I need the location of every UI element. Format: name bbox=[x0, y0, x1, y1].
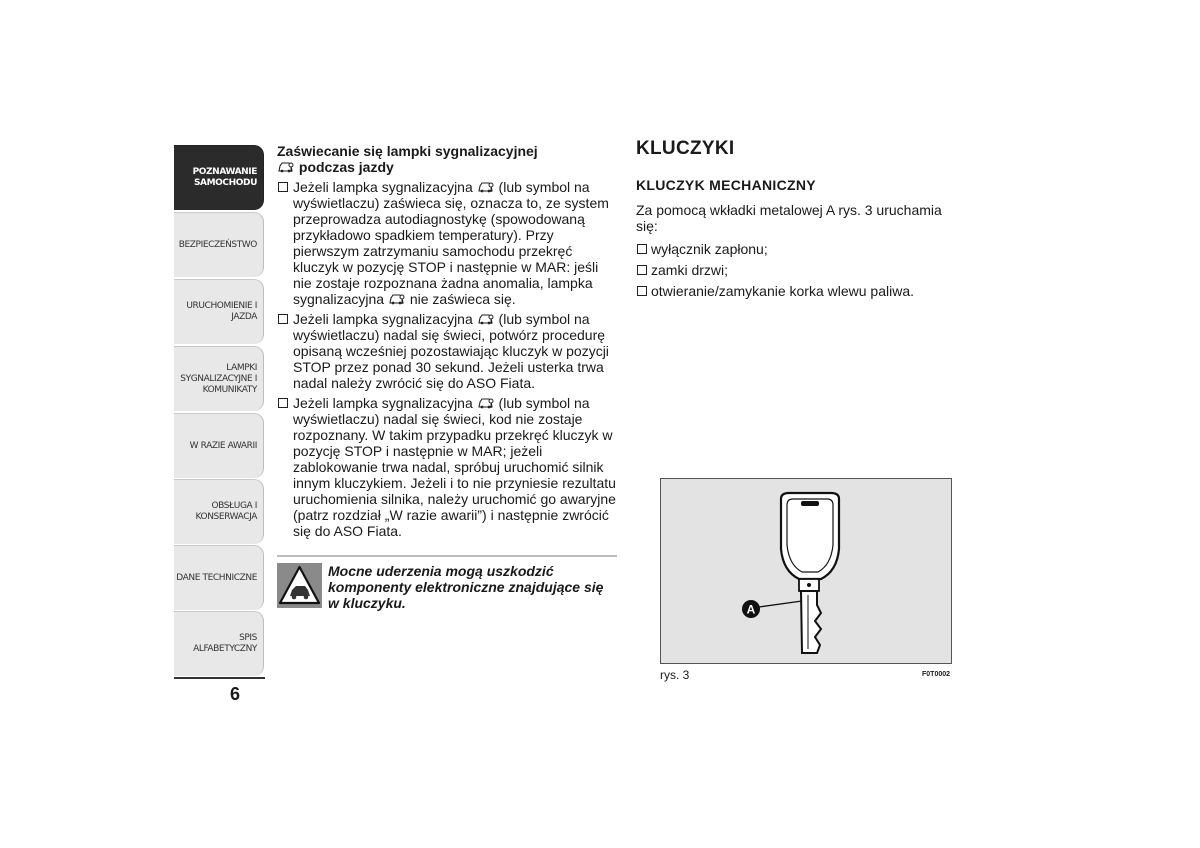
bullet-text: Jeżeli lampka sygnalizacyjna bbox=[293, 311, 473, 327]
tab-label: URUCHOMIENIE I JAZDA bbox=[186, 301, 257, 322]
checkbox-bullet-icon bbox=[637, 244, 647, 254]
list-item bbox=[636, 283, 956, 299]
list-item bbox=[636, 262, 956, 278]
checkbox-bullet-icon bbox=[278, 182, 288, 192]
tab-label: LAMPKI SYGNALIZACYJNE I KOMUNIKATY bbox=[180, 362, 257, 395]
checkbox-bullet-icon bbox=[637, 286, 647, 296]
item-text: wyłącznik zapłonu; bbox=[651, 241, 768, 257]
checkbox-bullet-icon bbox=[637, 265, 647, 275]
tab-label: BEZPIECZEŃSTWO bbox=[178, 239, 257, 250]
car-key-warning-icon bbox=[477, 312, 495, 326]
page-number: 6 bbox=[230, 684, 241, 704]
tab-w-razie-awarii[interactable] bbox=[174, 413, 264, 478]
figure-code: F0T0002 bbox=[922, 671, 951, 678]
section-subtitle: KLUCZYK MECHANICZNY bbox=[636, 177, 816, 193]
left-column bbox=[277, 143, 617, 543]
right-column bbox=[636, 138, 956, 304]
heading-line-2: podczas jazdy bbox=[298, 159, 394, 175]
key-figure bbox=[660, 478, 952, 664]
caution-triangle-car-icon bbox=[277, 563, 322, 608]
item-text: zamki drzwi; bbox=[651, 262, 729, 278]
checkbox-bullet-icon bbox=[278, 314, 288, 324]
section-heading bbox=[277, 143, 617, 175]
tab-poznawanie-samochodu[interactable] bbox=[174, 145, 264, 210]
list-item bbox=[277, 179, 617, 307]
bullet-text: Jeżeli lampka sygnalizacyjna bbox=[293, 395, 473, 411]
warning-note bbox=[277, 555, 617, 611]
warning-text: Mocne uderzenia mogą uszkodzić komponenty elektroniczne znajdujące się w kluczyku. bbox=[328, 563, 604, 611]
page-title: KLUCZYKI bbox=[636, 138, 735, 159]
tab-label: POZNAWANIE SAMOCHODU bbox=[192, 167, 257, 188]
tab-bezpieczenstwo[interactable] bbox=[174, 212, 264, 277]
tab-label: OBSŁUGA I KONSERWACJA bbox=[195, 501, 257, 522]
bullet-text: nie zaświeca się. bbox=[409, 291, 516, 307]
heading-line-1: Zaświecanie się lampki sygnalizacyjnej bbox=[277, 143, 538, 159]
car-key-warning-icon bbox=[477, 180, 495, 194]
figure-caption: rys. 3 bbox=[660, 668, 690, 682]
list-item bbox=[277, 395, 617, 539]
callout-label: A bbox=[746, 602, 756, 617]
tab-label: W RAZIE AWARII bbox=[189, 440, 257, 451]
car-key-warning-icon bbox=[277, 160, 295, 174]
list-item bbox=[277, 311, 617, 391]
bullet-text: (lub symbol na wyświetlaczu) nadal się świeci, potwórz procedurę opisaną wcześniej pozostawiając kluczyk w pozycji STOP przez ponad 30 sekund. Jeżeli usterka trwa nadal należy zwrócić się do ASO Fiata. bbox=[293, 311, 609, 391]
checkbox-bullet-icon bbox=[278, 398, 288, 408]
tab-spis-alfabetyczny[interactable] bbox=[174, 611, 264, 676]
intro-text: Za pomocą wkładki metalowej A rys. 3 uruchamia się: bbox=[636, 202, 942, 234]
bullet-text: (lub symbol na wyświetlaczu) nadal się świeci, kod nie zostaje rozpoznany. W takim przypadku przekręć kluczyk w pozycję STOP i następnie w MAR; jeżeli zablokowanie trwa nadal, spróbuj uruchomić silnik innym kluczykiem. Jeżeli i to nie przyniesie rezultatu uruchomienia silnika, należy uruchomić go awaryjne (patrz rozdział „W razie awarii”) i następnie zwrócić się do ASO Fiata. bbox=[293, 395, 616, 539]
tab-obsluga-i-konserwacja[interactable] bbox=[174, 479, 264, 544]
list-item bbox=[636, 241, 956, 257]
tab-dane-techniczne[interactable] bbox=[174, 545, 264, 610]
tab-label: DANE TECHNICZNE bbox=[176, 572, 257, 583]
item-text: otwieranie/zamykanie korka wlewu paliwa. bbox=[651, 283, 915, 299]
tab-lampki-sygnalizacyjne[interactable] bbox=[174, 346, 264, 411]
sidebar-divider bbox=[174, 677, 265, 679]
tab-uruchomienie-i-jazda[interactable] bbox=[174, 279, 264, 344]
bullet-text: Jeżeli lampka sygnalizacyjna bbox=[293, 179, 473, 195]
car-key-warning-icon bbox=[477, 396, 495, 410]
car-key-warning-icon bbox=[388, 292, 406, 306]
bullet-text: (lub symbol na wyświetlaczu) zaświeca się, oznacza to, ze system przeprowadza autodiagnostykę (spowodowaną przykładowo spadkiem temperatury). Przy pierwszym zatrzymaniu samochodu przekręć kluczyk w pozycję STOP i następnie w MAR: jeśli nie zostaje rozpoznana żadna anomalia, lampka sygnalizacyjna bbox=[293, 179, 609, 307]
tab-label: SPIS ALFABETYCZNY bbox=[193, 633, 257, 654]
mechanical-key-illustration bbox=[661, 479, 951, 663]
